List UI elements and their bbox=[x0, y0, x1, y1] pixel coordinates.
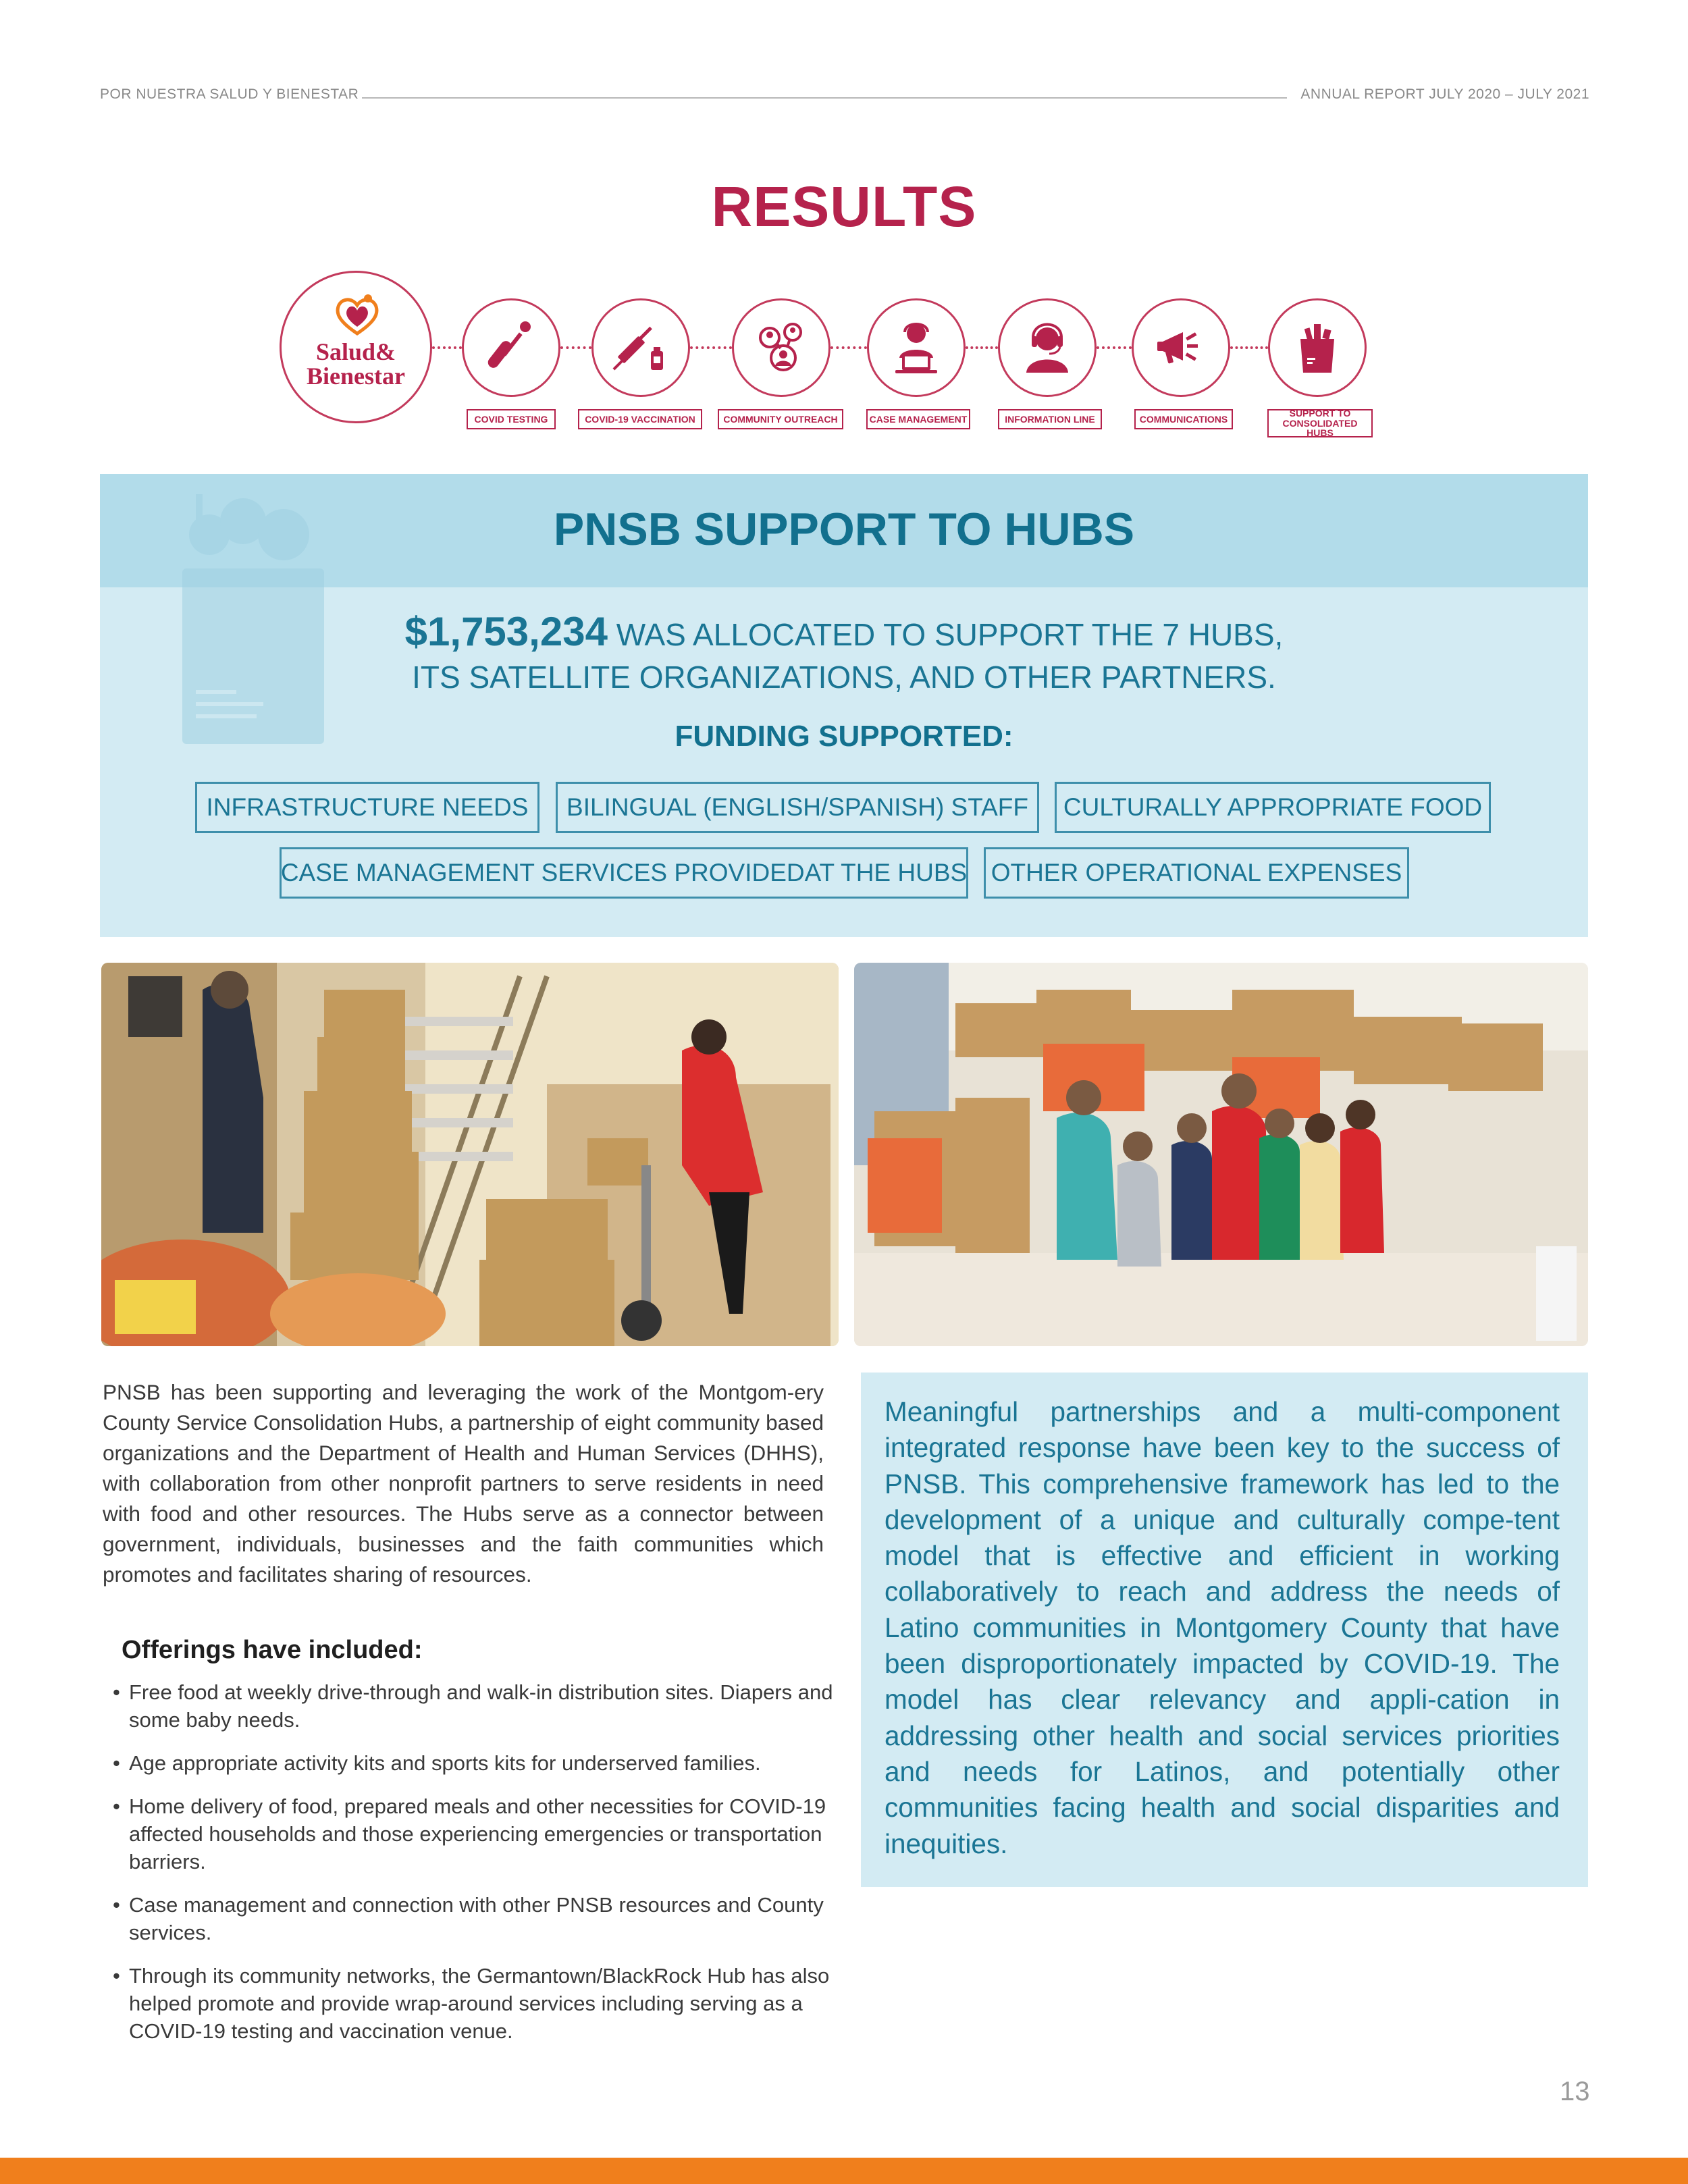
information-line-icon bbox=[998, 298, 1097, 397]
page-title: RESULTS bbox=[711, 175, 977, 238]
label-support-hubs bbox=[1267, 409, 1373, 437]
label-information-line: INFORMATION LINE bbox=[998, 409, 1102, 429]
food-distribution-photo bbox=[101, 963, 839, 1346]
header-divider bbox=[362, 97, 1287, 99]
community-outreach-icon bbox=[732, 298, 830, 397]
funding-item-operational-expenses: OTHER OPERATIONAL EXPENSES bbox=[984, 847, 1409, 899]
label-case-management: CASE MANAGEMENT bbox=[866, 409, 970, 429]
allocation-line-1 bbox=[0, 609, 1688, 654]
offering-item: • Through its community networks, the Germantown/BlackRock Hub has also helped promote and provide wrap-around services including serving as a COVID-19 testing and vaccination venue. bbox=[111, 1962, 847, 2045]
funding-item-bilingual-staff: BILINGUAL (ENGLISH/SPANISH) STAFF bbox=[556, 782, 1039, 833]
connector bbox=[1097, 346, 1132, 349]
connector bbox=[1230, 346, 1268, 349]
funding-item-case-management: CASE MANAGEMENT SERVICES PROVIDEDAT THE HUBS bbox=[280, 847, 968, 899]
header-right: ANNUAL REPORT JULY 2020 – JULY 2021 bbox=[1300, 86, 1589, 102]
funding-item-culturally-appropriate-food: CULTURALLY APPROPRIATE FOOD bbox=[1055, 782, 1491, 833]
funding-heading: FUNDING SUPPORTED: bbox=[675, 720, 1013, 753]
allocation-text-2: ITS SATELLITE ORGANIZATIONS, AND OTHER PARTNERS. bbox=[412, 660, 1276, 695]
offering-item: • Case management and connection with other PNSB resources and County services. bbox=[111, 1891, 847, 1946]
heart-logo-icon bbox=[334, 293, 380, 336]
connector bbox=[690, 346, 732, 349]
logo-text-line1: Salud& bbox=[315, 338, 396, 365]
label-communications: COMMUNICATIONS bbox=[1134, 409, 1233, 429]
label-covid-vaccination: COVID-19 VACCINATION bbox=[578, 409, 702, 429]
logo-text-line2: Bienestar bbox=[307, 363, 405, 390]
connector bbox=[560, 346, 591, 349]
communications-icon bbox=[1132, 298, 1230, 397]
case-management-icon bbox=[867, 298, 966, 397]
allocation-text-1: WAS ALLOCATED TO SUPPORT THE 7 HUBS, bbox=[616, 617, 1284, 652]
offering-item: • Free food at weekly drive-through and walk-in distribution sites. Diapers and some baby needs. bbox=[111, 1678, 847, 1734]
allocation-amount: $1,753,234 bbox=[404, 609, 608, 654]
intro-paragraph: PNSB has been supporting and leveraging the work of the Montgom-ery County Service Consolidation Hubs, a partnership of eight community based organizations and the Department of Health and Human Services (DHHS), with collaboration from other nonprofit partners to serve residents in need with food and other resources. The Hubs serve as a connector between government, individuals, businesses and the faith communities which promotes and facilitates sharing of resources. bbox=[103, 1380, 824, 1587]
covid-vaccination-icon bbox=[591, 298, 690, 397]
connector bbox=[830, 346, 867, 349]
offerings-list bbox=[111, 1678, 847, 2060]
label-covid-testing: COVID TESTING bbox=[467, 409, 556, 429]
label-support-hubs-line2: CONSOLIDATED HUBS bbox=[1282, 417, 1358, 439]
page-number: 13 bbox=[1560, 2077, 1590, 2106]
support-hubs-icon bbox=[1268, 298, 1367, 397]
salud-bienestar-logo bbox=[280, 271, 432, 423]
header-left: POR NUESTRA SALUD Y BIENESTAR bbox=[100, 86, 359, 102]
offering-item: • Age appropriate activity kits and sports kits for underserved families. bbox=[111, 1749, 847, 1777]
hubs-title: PNSB SUPPORT TO HUBS bbox=[553, 504, 1135, 555]
funding-item-infrastructure: INFRASTRUCTURE NEEDS bbox=[195, 782, 539, 833]
offering-item: • Home delivery of food, prepared meals and other necessities for COVID-19 affected households and those experiencing emergencies or transportation barriers. bbox=[111, 1792, 847, 1875]
connector bbox=[432, 346, 462, 349]
label-community-outreach: COMMUNITY OUTREACH bbox=[718, 409, 843, 429]
team-warehouse-photo bbox=[854, 963, 1588, 1346]
offerings-heading: Offerings have included: bbox=[122, 1636, 423, 1664]
partnerships-text: Meaningful partnerships and a multi-component integrated response have been key to the success of PNSB. This comprehensive framework has led to the development of a unique and culturally compe-tent model that is effective and efficient in working collaboratively to reach and address the needs of Latino communities in Montgomery County that have been disproportionately impacted by COVID-19. The model has clear relevancy and appli-cation in addressing other health and social services priorities and needs for Latinos, and potentially other communities facing health and social disparities and inequities. bbox=[885, 1396, 1560, 1859]
connector bbox=[966, 346, 998, 349]
footer-bar bbox=[0, 2158, 1688, 2184]
label-support-hubs-line1: SUPPORT TO bbox=[1289, 407, 1351, 419]
covid-testing-icon bbox=[462, 298, 560, 397]
